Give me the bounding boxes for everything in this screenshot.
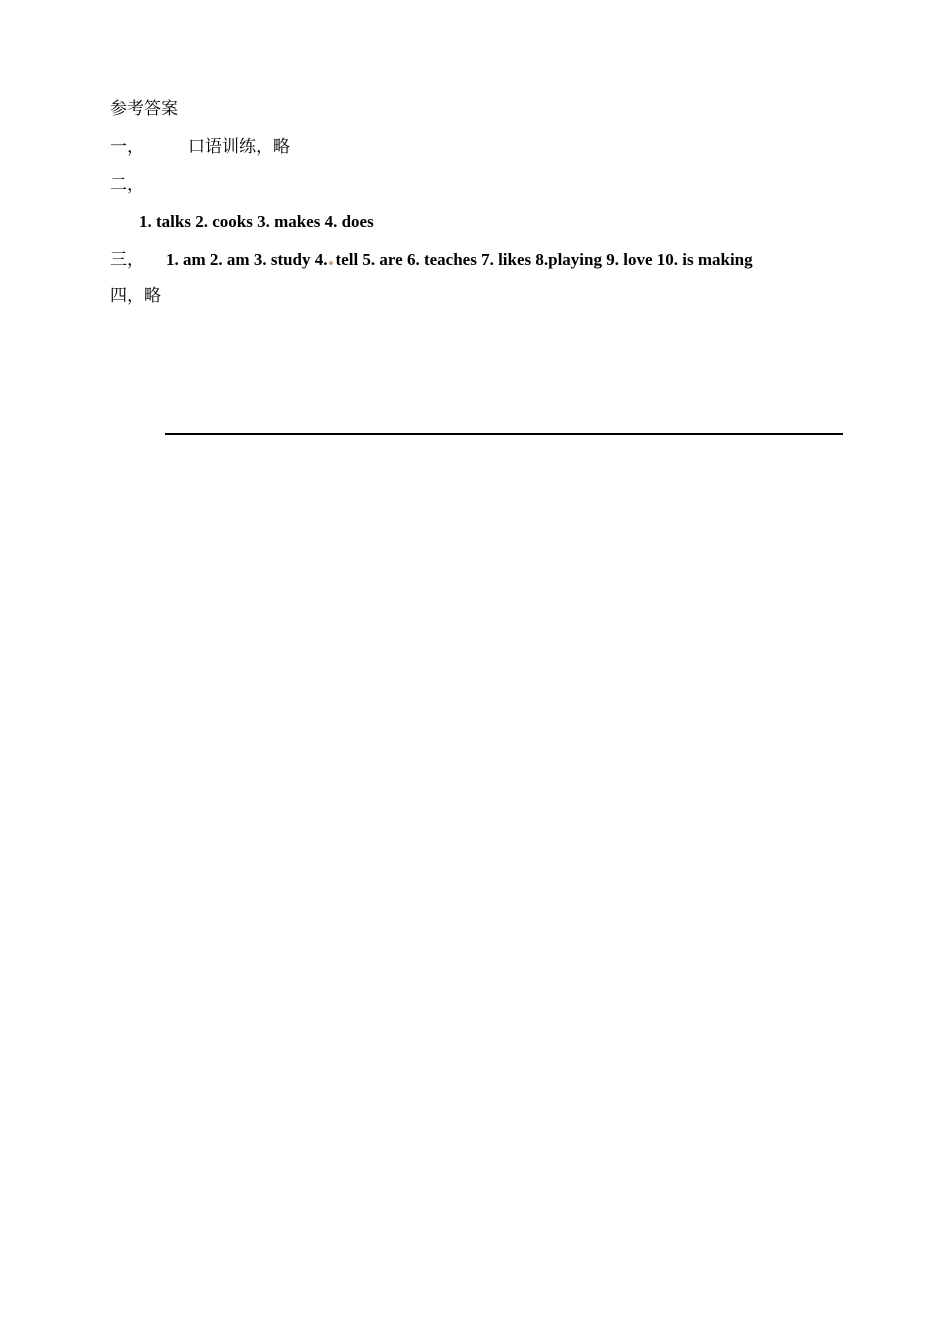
section-4-answer: 略 [144,286,161,306]
section-3-answer-part2: tell 5. are 6. teaches 7. likes 8.playing 9. love 10. is making [335,250,753,269]
section-2 [110,174,144,196]
section-3-answer-part1: 1. am 2. am 3. study 4. [166,250,328,269]
section-1-marker: 一， [110,137,144,156]
accent-dot [329,261,333,265]
document-title: 参考答案 [110,99,178,119]
section-2-marker: 二， [110,175,144,194]
section-4-marker: 四， [110,286,144,305]
section-4 [110,285,161,307]
section-1-answer: 口语训练，略 [188,137,290,157]
section-2-answer: 1. talks 2. cooks 3. makes 4. does [139,212,374,231]
horizontal-rule [165,433,843,435]
section-3-marker: 三， [110,250,144,269]
section-1 [110,136,290,158]
section-3 [110,249,753,271]
